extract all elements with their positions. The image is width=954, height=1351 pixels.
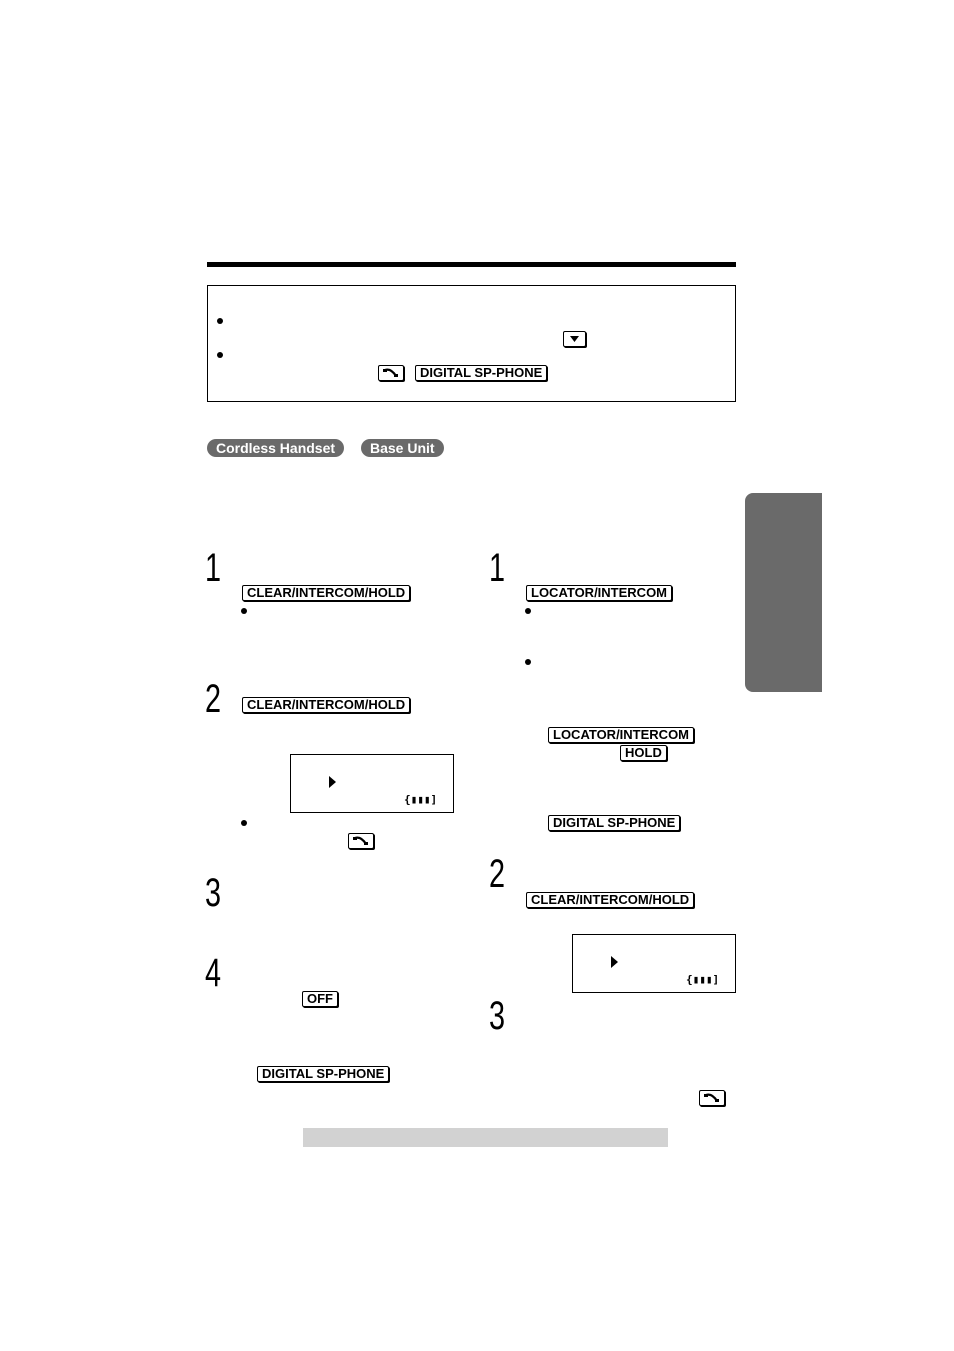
down-arrow-key <box>563 331 586 347</box>
step-number: 2 <box>489 852 506 896</box>
cursor-arrow-icon <box>329 776 336 788</box>
clear-intercom-hold-key: CLEAR/INTERCOM/HOLD <box>242 697 410 713</box>
talk-key <box>699 1090 725 1106</box>
badge-base-unit: Base Unit <box>361 439 444 457</box>
header-rule <box>207 262 736 267</box>
note-box <box>207 285 736 402</box>
badge-cordless-handset: Cordless Handset <box>207 439 344 457</box>
talk-icon <box>700 1091 724 1105</box>
lcd-display <box>290 754 454 813</box>
step-number: 1 <box>205 546 222 590</box>
bullet <box>217 352 223 358</box>
lcd-display <box>572 934 736 993</box>
talk-icon <box>349 834 373 848</box>
clear-intercom-hold-key: CLEAR/INTERCOM/HOLD <box>526 892 694 908</box>
off-key: OFF <box>302 991 338 1007</box>
bullet <box>217 318 223 324</box>
digital-sp-phone-key: DIGITAL SP-PHONE <box>257 1066 389 1082</box>
locator-intercom-key: LOCATOR/INTERCOM <box>548 727 694 743</box>
cursor-arrow-icon <box>611 956 618 968</box>
section-tab <box>745 493 822 692</box>
hold-key: HOLD <box>620 745 667 761</box>
step-number: 1 <box>489 546 506 590</box>
battery-icon: {▮▮▮] <box>404 793 438 806</box>
battery-icon: {▮▮▮] <box>686 973 720 986</box>
step-number: 2 <box>205 677 222 721</box>
step-number: 3 <box>205 871 222 915</box>
clear-intercom-hold-key: CLEAR/INTERCOM/HOLD <box>242 585 410 601</box>
bullet <box>241 820 247 826</box>
step-number: 4 <box>205 951 222 995</box>
digital-sp-phone-key: DIGITAL SP-PHONE <box>548 815 680 831</box>
talk-icon <box>379 366 403 380</box>
footer-bar <box>303 1128 668 1147</box>
locator-intercom-key: LOCATOR/INTERCOM <box>526 585 672 601</box>
bullet <box>525 659 531 665</box>
step-number: 3 <box>489 994 506 1038</box>
digital-sp-phone-key: DIGITAL SP-PHONE <box>415 365 547 381</box>
down-arrow-icon <box>564 332 585 346</box>
talk-key <box>378 365 404 381</box>
bullet <box>241 608 247 614</box>
bullet <box>525 608 531 614</box>
talk-key <box>348 833 374 849</box>
